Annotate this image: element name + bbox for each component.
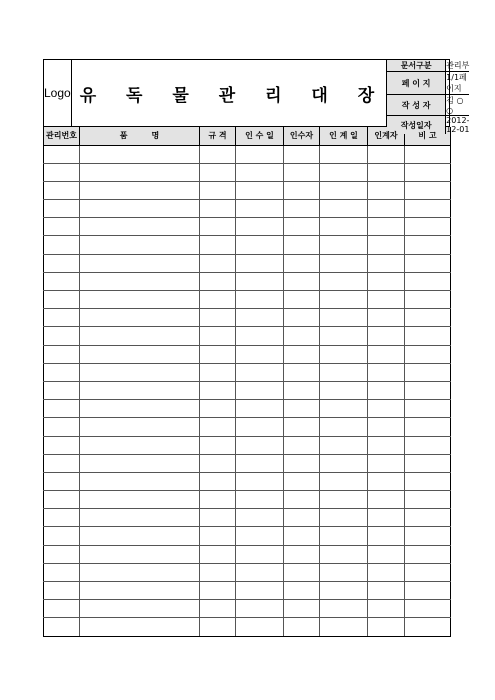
table-cell[interactable] (236, 200, 284, 218)
column-header-received-date: 인 수 일 (236, 127, 284, 145)
document-header (43, 59, 470, 134)
table-cell[interactable] (80, 381, 200, 399)
table-cell[interactable] (44, 491, 80, 509)
table-cell[interactable] (200, 600, 236, 618)
table-cell[interactable] (368, 618, 405, 636)
table-cell[interactable] (80, 436, 200, 454)
table-row (44, 491, 451, 509)
table-cell[interactable] (44, 272, 80, 290)
table-cell[interactable] (368, 291, 405, 309)
table-row (44, 509, 451, 527)
table-cell[interactable] (44, 527, 80, 545)
table-cell[interactable] (405, 418, 451, 436)
table-cell[interactable] (284, 618, 320, 636)
table-cell[interactable] (320, 600, 368, 618)
table-cell[interactable] (405, 291, 451, 309)
table-cell[interactable] (200, 509, 236, 527)
table-cell[interactable] (44, 381, 80, 399)
table-cell[interactable] (236, 291, 284, 309)
table-cell[interactable] (236, 327, 284, 345)
table-row (44, 309, 451, 327)
column-header-item-name: 품 명 (80, 127, 200, 145)
table-cell[interactable] (44, 145, 80, 163)
meta-row-document-type (387, 60, 469, 72)
table-cell[interactable] (368, 345, 405, 363)
table-cell[interactable] (44, 200, 80, 218)
table-cell[interactable] (80, 345, 200, 363)
table-cell[interactable] (320, 527, 368, 545)
table-cell[interactable] (320, 327, 368, 345)
logo-placeholder: Logo (44, 60, 72, 126)
meta-value: 관리부 (446, 61, 470, 70)
table-cell[interactable] (200, 272, 236, 290)
table-cell[interactable] (80, 563, 200, 581)
table-cell[interactable] (405, 436, 451, 454)
table-cell[interactable] (368, 600, 405, 618)
table-cell[interactable] (284, 418, 320, 436)
table-row (44, 163, 451, 181)
table-cell[interactable] (80, 472, 200, 490)
table-cell[interactable] (80, 145, 200, 163)
table-row (44, 472, 451, 490)
table-cell[interactable] (368, 472, 405, 490)
column-header-remarks: 비 고 (405, 127, 451, 145)
table-row (44, 236, 451, 254)
table-cell[interactable] (320, 454, 368, 472)
table-body (44, 145, 451, 636)
table-cell[interactable] (200, 218, 236, 236)
table-row (44, 381, 451, 399)
table-cell[interactable] (368, 181, 405, 199)
table-cell[interactable] (80, 400, 200, 418)
table-cell[interactable] (236, 309, 284, 327)
table-cell[interactable] (320, 418, 368, 436)
table-cell[interactable] (320, 509, 368, 527)
table-cell[interactable] (200, 472, 236, 490)
meta-label: 작성일자 (387, 116, 446, 134)
table-cell[interactable] (200, 163, 236, 181)
table-cell[interactable] (44, 600, 80, 618)
table-cell[interactable] (236, 218, 284, 236)
table-row (44, 181, 451, 199)
table-cell[interactable] (200, 309, 236, 327)
table-cell[interactable] (405, 454, 451, 472)
table-cell[interactable] (368, 400, 405, 418)
table-cell[interactable] (405, 400, 451, 418)
table-cell[interactable] (405, 272, 451, 290)
table-cell[interactable] (284, 272, 320, 290)
table-cell[interactable] (236, 527, 284, 545)
table-cell[interactable] (405, 345, 451, 363)
table-cell[interactable] (284, 563, 320, 581)
table-cell[interactable] (368, 254, 405, 272)
table-cell[interactable] (236, 145, 284, 163)
table-cell[interactable] (284, 381, 320, 399)
table-cell[interactable] (236, 545, 284, 563)
table-cell[interactable] (236, 345, 284, 363)
table-cell[interactable] (80, 236, 200, 254)
table-cell[interactable] (44, 509, 80, 527)
table-cell[interactable] (80, 545, 200, 563)
table-cell[interactable] (320, 218, 368, 236)
table-cell[interactable] (80, 254, 200, 272)
table-cell[interactable] (405, 527, 451, 545)
document-title: 유 독 물 관 리 대 장 (72, 60, 387, 126)
table-cell[interactable] (80, 163, 200, 181)
table-row (44, 418, 451, 436)
table-cell[interactable] (200, 181, 236, 199)
table-cell[interactable] (236, 472, 284, 490)
table-cell[interactable] (284, 491, 320, 509)
table-cell[interactable] (320, 236, 368, 254)
table-cell[interactable] (320, 309, 368, 327)
table-cell[interactable] (44, 218, 80, 236)
table-cell[interactable] (200, 291, 236, 309)
table-row (44, 527, 451, 545)
table-cell[interactable] (236, 163, 284, 181)
table-cell[interactable] (320, 254, 368, 272)
table-cell[interactable] (284, 600, 320, 618)
table-cell[interactable] (200, 618, 236, 636)
table-cell[interactable] (405, 363, 451, 381)
table-cell[interactable] (405, 509, 451, 527)
table-cell[interactable] (200, 491, 236, 509)
table-cell[interactable] (405, 545, 451, 563)
table-cell[interactable] (405, 181, 451, 199)
table-cell[interactable] (200, 545, 236, 563)
table-cell[interactable] (405, 327, 451, 345)
column-header-id: 관리번호 (44, 127, 80, 145)
table-cell[interactable] (405, 145, 451, 163)
table-cell[interactable] (405, 582, 451, 600)
table-cell[interactable] (368, 527, 405, 545)
table-cell[interactable] (284, 509, 320, 527)
table-cell[interactable] (44, 236, 80, 254)
table-cell[interactable] (368, 272, 405, 290)
table-cell[interactable] (80, 418, 200, 436)
table-cell[interactable] (405, 491, 451, 509)
table-cell[interactable] (320, 400, 368, 418)
table-row (44, 345, 451, 363)
table-cell[interactable] (236, 254, 284, 272)
table-cell[interactable] (80, 582, 200, 600)
meta-value: 1/1페이지 (446, 73, 467, 93)
table-cell[interactable] (200, 582, 236, 600)
table-row (44, 363, 451, 381)
table-cell[interactable] (320, 363, 368, 381)
table-cell[interactable] (200, 327, 236, 345)
table-cell[interactable] (200, 200, 236, 218)
table-cell[interactable] (44, 327, 80, 345)
table-cell[interactable] (44, 181, 80, 199)
table-cell[interactable] (368, 509, 405, 527)
table-row (44, 436, 451, 454)
table-cell[interactable] (405, 254, 451, 272)
table-header-row (44, 127, 451, 145)
table-cell[interactable] (80, 291, 200, 309)
table-cell[interactable] (200, 345, 236, 363)
table-cell[interactable] (284, 254, 320, 272)
table-cell[interactable] (405, 218, 451, 236)
table-cell[interactable] (405, 309, 451, 327)
table-cell[interactable] (236, 491, 284, 509)
table-cell[interactable] (320, 472, 368, 490)
table-cell[interactable] (405, 472, 451, 490)
table-cell[interactable] (284, 400, 320, 418)
table-cell[interactable] (200, 563, 236, 581)
table-row (44, 545, 451, 563)
table-cell[interactable] (368, 563, 405, 581)
table-cell[interactable] (80, 600, 200, 618)
table-cell[interactable] (236, 181, 284, 199)
meta-label: 작 성 자 (387, 95, 446, 115)
table-cell[interactable] (284, 163, 320, 181)
table-cell[interactable] (284, 327, 320, 345)
table-cell[interactable] (405, 381, 451, 399)
table-cell[interactable] (200, 145, 236, 163)
table-cell[interactable] (368, 236, 405, 254)
table-cell[interactable] (284, 454, 320, 472)
table-cell[interactable] (368, 145, 405, 163)
table-cell[interactable] (368, 418, 405, 436)
table-cell[interactable] (284, 472, 320, 490)
table-cell[interactable] (44, 163, 80, 181)
table-cell[interactable] (368, 582, 405, 600)
table-row (44, 272, 451, 290)
table-cell[interactable] (44, 291, 80, 309)
table-cell[interactable] (405, 200, 451, 218)
table-cell[interactable] (200, 418, 236, 436)
table-cell[interactable] (320, 582, 368, 600)
table-cell[interactable] (320, 618, 368, 636)
column-header-handover-person: 인계자 (368, 127, 405, 145)
table-row (44, 145, 451, 163)
table-cell[interactable] (44, 418, 80, 436)
table-row (44, 618, 451, 636)
table-row (44, 400, 451, 418)
table-row (44, 563, 451, 581)
table-cell[interactable] (284, 200, 320, 218)
table-cell[interactable] (284, 582, 320, 600)
table-cell[interactable] (405, 163, 451, 181)
meta-value: 김 ○ ○ (446, 96, 464, 115)
table-cell[interactable] (368, 454, 405, 472)
table-cell[interactable] (284, 181, 320, 199)
table-cell[interactable] (284, 545, 320, 563)
meta-value: 2012-12-01 (446, 116, 470, 134)
table-cell[interactable] (80, 509, 200, 527)
table-cell[interactable] (368, 218, 405, 236)
table-cell[interactable] (200, 381, 236, 399)
table-cell[interactable] (236, 618, 284, 636)
toxic-substance-table (43, 127, 451, 637)
table-cell[interactable] (320, 563, 368, 581)
approval-meta-box (387, 60, 470, 134)
table-cell[interactable] (200, 236, 236, 254)
table-cell[interactable] (236, 381, 284, 399)
table-cell[interactable] (44, 454, 80, 472)
table-cell[interactable] (44, 363, 80, 381)
table-cell[interactable] (44, 582, 80, 600)
meta-row-author (387, 95, 469, 116)
table-cell[interactable] (200, 454, 236, 472)
table-cell[interactable] (368, 545, 405, 563)
table-cell[interactable] (44, 436, 80, 454)
table-cell[interactable] (320, 145, 368, 163)
table-cell[interactable] (44, 472, 80, 490)
table-cell[interactable] (320, 272, 368, 290)
table-cell[interactable] (284, 309, 320, 327)
table-cell[interactable] (44, 254, 80, 272)
table-cell[interactable] (284, 363, 320, 381)
table-cell[interactable] (80, 327, 200, 345)
table-cell[interactable] (320, 345, 368, 363)
table-cell[interactable] (405, 236, 451, 254)
table-cell[interactable] (200, 254, 236, 272)
meta-label: 페 이 지 (387, 72, 446, 94)
table-cell[interactable] (236, 400, 284, 418)
table-row (44, 600, 451, 618)
table-cell[interactable] (320, 491, 368, 509)
column-header-spec: 규 격 (200, 127, 236, 145)
table-cell[interactable] (368, 436, 405, 454)
table-row (44, 200, 451, 218)
table-cell[interactable] (236, 436, 284, 454)
table-cell[interactable] (320, 381, 368, 399)
table-cell[interactable] (80, 181, 200, 199)
table-cell[interactable] (236, 236, 284, 254)
table-cell[interactable] (284, 145, 320, 163)
register-sheet (43, 59, 470, 637)
table-cell[interactable] (80, 527, 200, 545)
table-row (44, 327, 451, 345)
column-header-receiver: 인수자 (284, 127, 320, 145)
table-cell[interactable] (320, 163, 368, 181)
table-cell[interactable] (368, 309, 405, 327)
table-cell[interactable] (405, 618, 451, 636)
table-cell[interactable] (236, 600, 284, 618)
table-cell[interactable] (236, 454, 284, 472)
table-cell[interactable] (320, 436, 368, 454)
table-cell[interactable] (368, 363, 405, 381)
table-cell[interactable] (284, 436, 320, 454)
table-cell[interactable] (80, 618, 200, 636)
table-cell[interactable] (236, 418, 284, 436)
table-cell[interactable] (44, 400, 80, 418)
table-cell[interactable] (200, 400, 236, 418)
table-cell[interactable] (236, 582, 284, 600)
table-cell[interactable] (236, 509, 284, 527)
table-cell[interactable] (44, 309, 80, 327)
table-cell[interactable] (80, 309, 200, 327)
table-cell[interactable] (80, 491, 200, 509)
table-cell[interactable] (405, 600, 451, 618)
table-cell[interactable] (80, 272, 200, 290)
table-cell[interactable] (80, 363, 200, 381)
table-cell[interactable] (44, 618, 80, 636)
table-cell[interactable] (284, 236, 320, 254)
table-cell[interactable] (236, 272, 284, 290)
table-cell[interactable] (320, 181, 368, 199)
table-row (44, 582, 451, 600)
table-cell[interactable] (284, 291, 320, 309)
table-cell[interactable] (320, 200, 368, 218)
meta-label: 문서구분 (387, 60, 446, 71)
table-row (44, 291, 451, 309)
table-cell[interactable] (284, 218, 320, 236)
table-cell[interactable] (200, 527, 236, 545)
table-cell[interactable] (284, 527, 320, 545)
table-cell[interactable] (320, 291, 368, 309)
table-cell[interactable] (44, 563, 80, 581)
table-cell[interactable] (368, 163, 405, 181)
table-cell[interactable] (368, 200, 405, 218)
table-cell[interactable] (236, 363, 284, 381)
table-cell[interactable] (200, 436, 236, 454)
table-cell[interactable] (368, 381, 405, 399)
table-cell[interactable] (200, 363, 236, 381)
table-cell[interactable] (236, 563, 284, 581)
meta-row-page (387, 72, 469, 95)
table-row (44, 218, 451, 236)
table-cell[interactable] (80, 454, 200, 472)
table-cell[interactable] (44, 345, 80, 363)
table-row (44, 254, 451, 272)
table-cell[interactable] (80, 200, 200, 218)
table-cell[interactable] (405, 563, 451, 581)
table-cell[interactable] (368, 327, 405, 345)
column-header-handover-date: 인 계 일 (320, 127, 368, 145)
table-cell[interactable] (320, 545, 368, 563)
table-cell[interactable] (368, 491, 405, 509)
table-cell[interactable] (44, 545, 80, 563)
table-row (44, 454, 451, 472)
table-cell[interactable] (284, 345, 320, 363)
table-cell[interactable] (80, 218, 200, 236)
